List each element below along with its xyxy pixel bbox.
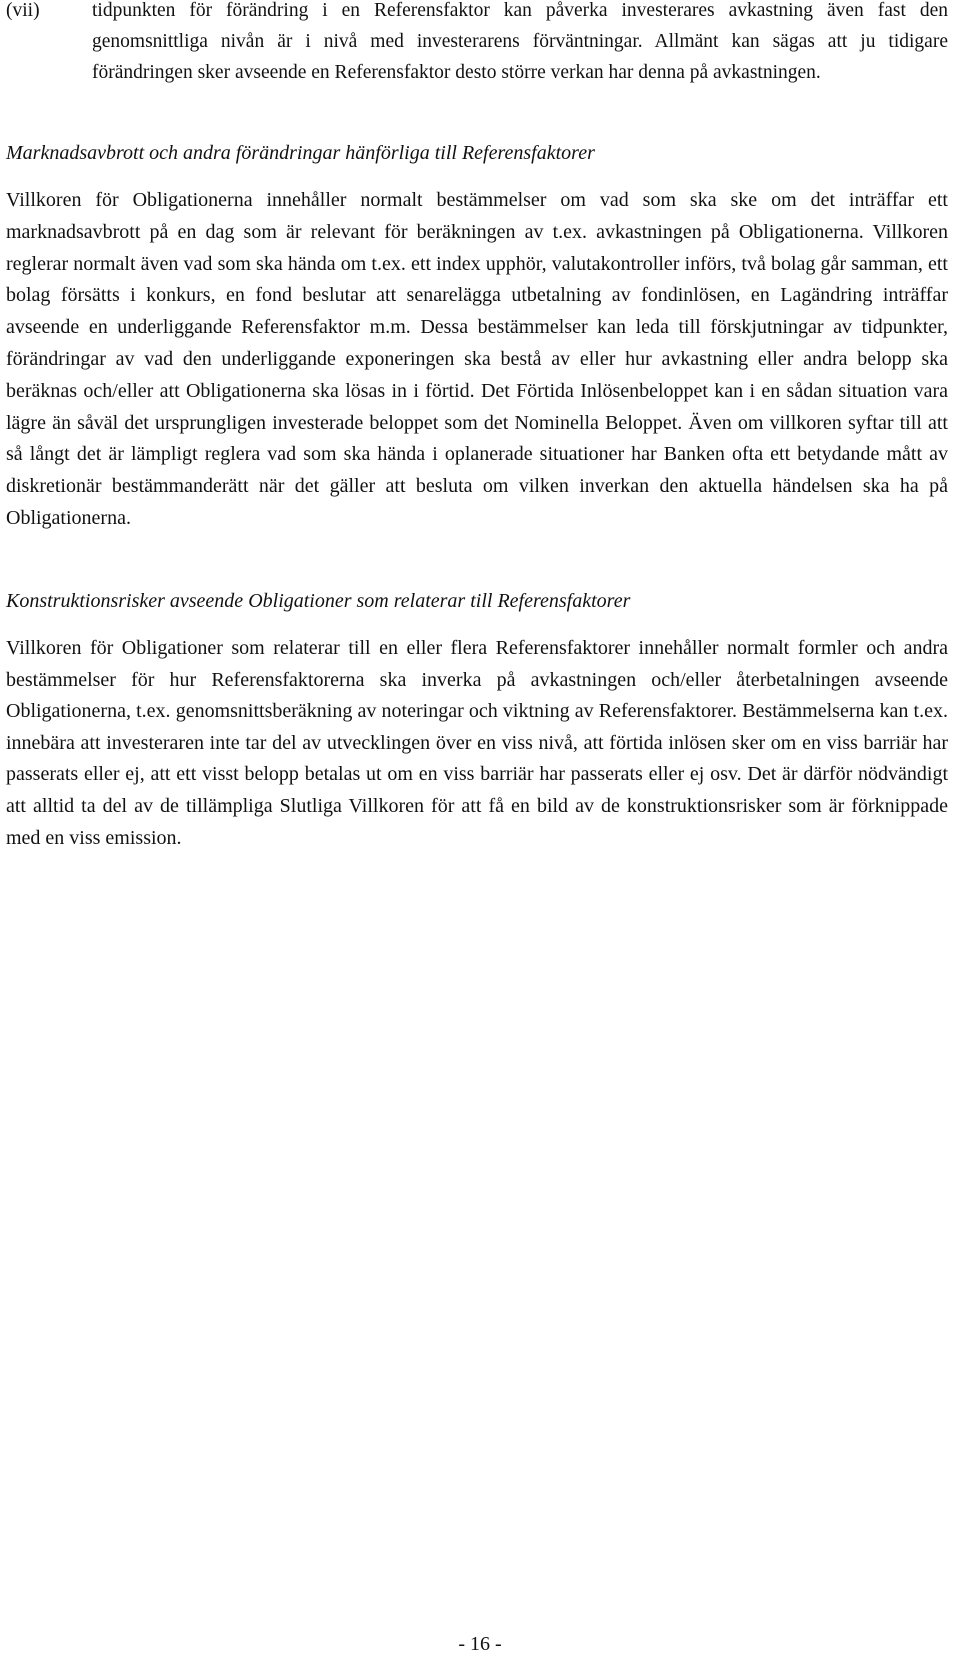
section-heading-market-disruption: Marknadsavbrott och andra förändringar hänförliga till Referensfaktorer bbox=[6, 142, 595, 164]
list-item-vii bbox=[6, 0, 948, 88]
section-paragraph-market-disruption: Villkoren för Obligationerna innehåller normalt bestämmelser om vad som ska ske om det inträffar ett marknadsavbrott på en dag som är relevant för beräkningen av t.ex. avkastningen på Obligationerna. Villkoren reglerar normalt även vad som ska hända om t.ex. ett index upphör, valutakontroller införs, två bolag går samman, ett bolag försätts i konkurs, en fond beslutar att senarelägga utbetalning av fondinlösen, en Lagändring inträffar avseende en underliggande Referensfaktor m.m. Dessa bestämmelser kan leda till förskjutningar av tidpunkter, förändringar av vad den underliggande exponeringen ska bestå av eller hur avkastning eller andra belopp ska beräknas och/eller att Obligationerna ska lösas in i förtid. Det Förtida Inlösenbeloppet kan i en sådan situation vara lägre än såväl det ursprungligen investerade beloppet som det Nominella Beloppet. Även om villkoren syftar till att så långt det är lämpligt reglera vad som ska hända i oplanerade situationer har Banken ofta ett betydande mått av diskretionär bestämmanderätt när det gäller att besluta om vilken inverkan den aktuella händelsen ska ha på Obligationerna. bbox=[6, 189, 948, 529]
list-item-text: tidpunkten för förändring i en Referensfaktor kan påverka investerares avkastning även fast den genomsnittliga nivån är i nivå med investerarens förväntningar. Allmänt kan sägas att ju tidigare förändringen sker avseende en Referensfaktor desto större verkan har denna på avkastningen. bbox=[92, 0, 948, 83]
section-heading-construction-risks: Konstruktionsrisker avseende Obligationer som relaterar till Referensfaktorer bbox=[6, 590, 631, 612]
list-marker: (vii) bbox=[6, 0, 40, 21]
page-number: - 16 - bbox=[458, 1633, 502, 1655]
section-paragraph-construction-risks: Villkoren för Obligationer som relaterar till en eller flera Referensfaktorer innehåller normalt formler och andra bestämmelser för hur Referensfaktorerna ska inverka på avkastningen och/eller återbetalningen avseende Obligationerna, t.ex. genomsnittsberäkning av noteringar och viktning av Referensfaktorer. Bestämmelserna kan t.ex. innebära att investeraren inte tar del av utvecklingen över en viss nivå, att förtida inlösen sker om en viss barriär har passerats eller ej, att ett visst belopp betalas ut om en viss barriär har passerats eller ej osv. Det är därför nödvändigt att alltid ta del av de tillämpliga Slutliga Villkoren för att få en bild av de konstruktionsrisker som är förknippade med en viss emission. bbox=[6, 637, 948, 849]
